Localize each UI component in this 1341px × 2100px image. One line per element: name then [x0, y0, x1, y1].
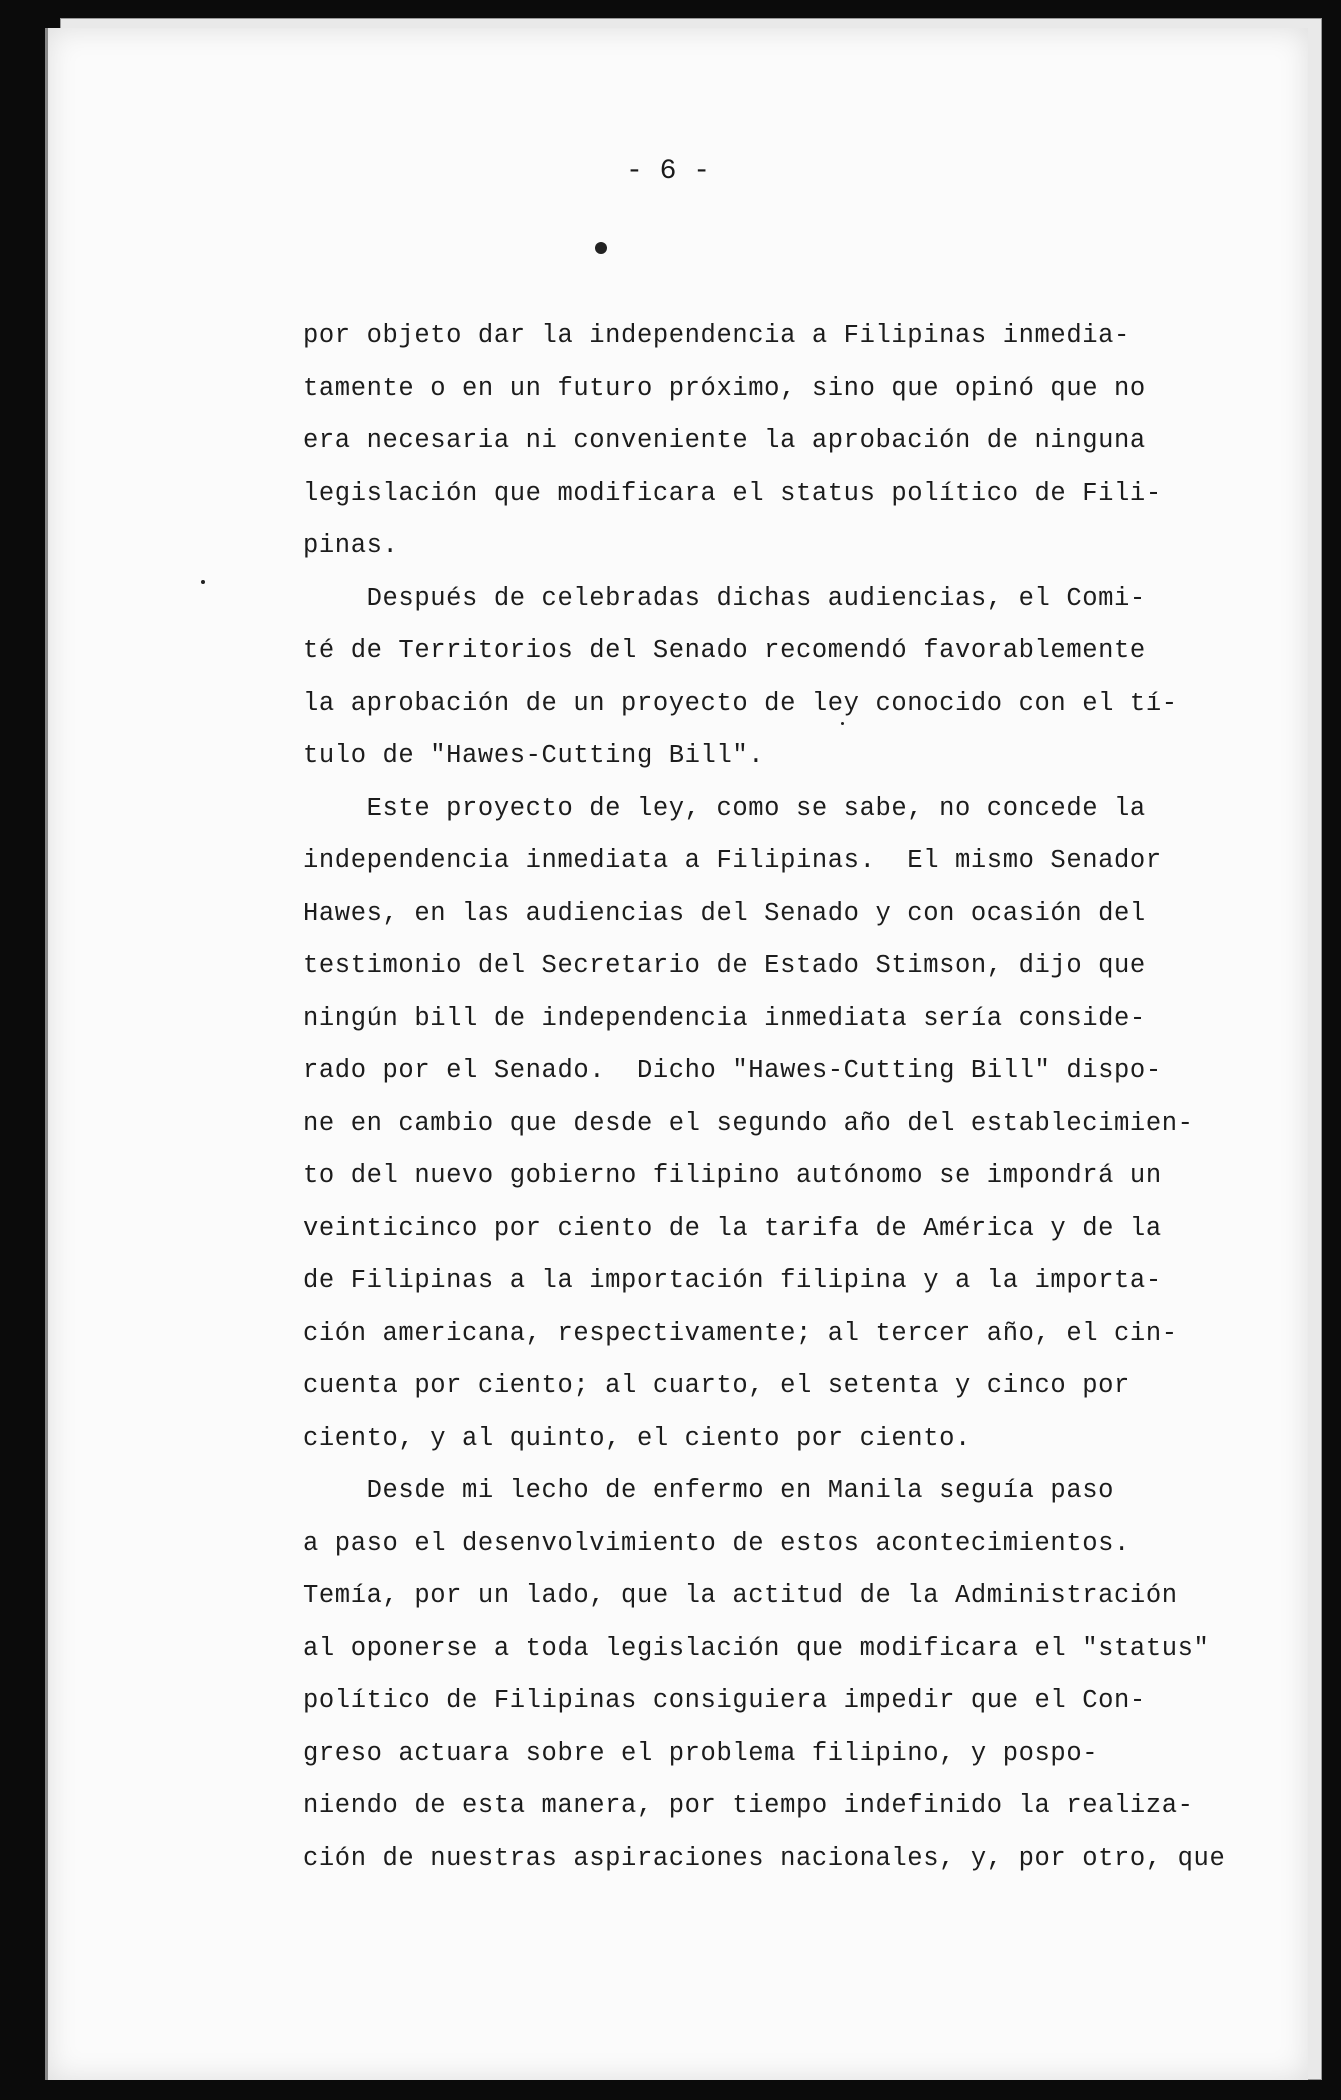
text-line: testimonio del Secretario de Estado Stimson, dijo que [303, 951, 1146, 980]
text-line: Hawes, en las audiencias del Senado y con ocasión del [303, 898, 1146, 928]
text-line: ción americana, respectivamente; al tercer año, el cin- [303, 1318, 1178, 1348]
text-line: to del nuevo gobierno filipino autónomo se impondrá un [303, 1161, 1162, 1190]
text-line: Después de celebradas dichas audiencias, el Comi- [303, 583, 1146, 613]
text-line: greso actuara sobre el problema filipino, y pospo- [303, 1738, 1099, 1768]
text-line: legislación que modificara el status político de Fili- [303, 478, 1162, 508]
text-line: cuenta por ciento; al cuarto, el setenta y cinco por [303, 1371, 1130, 1400]
text-line: de Filipinas a la importación filipina y a la importa- [303, 1266, 1162, 1295]
document-page [45, 28, 1308, 2080]
text-line: ciento, y al quinto, el ciento por ciento. [303, 1423, 971, 1453]
text-line: ción de nuestras aspiraciones nacionales, y, por otro, que [303, 1843, 1226, 1873]
text-line: independencia inmediata a Filipinas. El mismo Senador [303, 846, 1162, 875]
text-line: té de Territorios del Senado recomendó favorablemente [303, 636, 1146, 665]
text-line: ne en cambio que desde el segundo año del establecimien- [303, 1108, 1194, 1138]
text-line: Temía, por un lado, que la actitud de la Administración [303, 1581, 1178, 1610]
text-line: por objeto dar la independencia a Filipinas inmedia- [303, 321, 1130, 350]
text-line: veinticinco por ciento de la tarifa de América y de la [303, 1213, 1162, 1243]
text-line: era necesaria ni conveniente la aprobación de ninguna [303, 426, 1146, 455]
text-line: rado por el Senado. Dicho "Hawes-Cutting Bill" dispo- [303, 1056, 1162, 1085]
ink-spot [595, 242, 607, 254]
text-line: ningún bill de independencia inmediata sería conside- [303, 1003, 1146, 1033]
text-line: político de Filipinas consiguiera impedir que el Con- [303, 1686, 1146, 1715]
text-line: Este proyecto de ley, como se sabe, no concede la [303, 793, 1146, 823]
text-line: tamente o en un futuro próximo, sino que opinó que no [303, 373, 1146, 403]
text-line: Desde mi lecho de enfermo en Manila seguía paso [303, 1476, 1115, 1505]
text-line: la aprobación de un proyecto de ley conocido con el tí- [303, 688, 1178, 718]
body-text [303, 310, 1263, 1885]
text-line: al oponerse a toda legislación que modificara el "status" [303, 1633, 1210, 1663]
text-line: niendo de esta manera, por tiempo indefinido la realiza- [303, 1791, 1194, 1820]
ink-speck [201, 580, 205, 584]
text-line: tulo de "Hawes-Cutting Bill". [303, 741, 765, 770]
page-number: - 6 - [625, 156, 710, 187]
text-line: pinas. [303, 531, 399, 560]
text-line: a paso el desenvolvimiento de estos acontecimientos. [303, 1528, 1130, 1558]
